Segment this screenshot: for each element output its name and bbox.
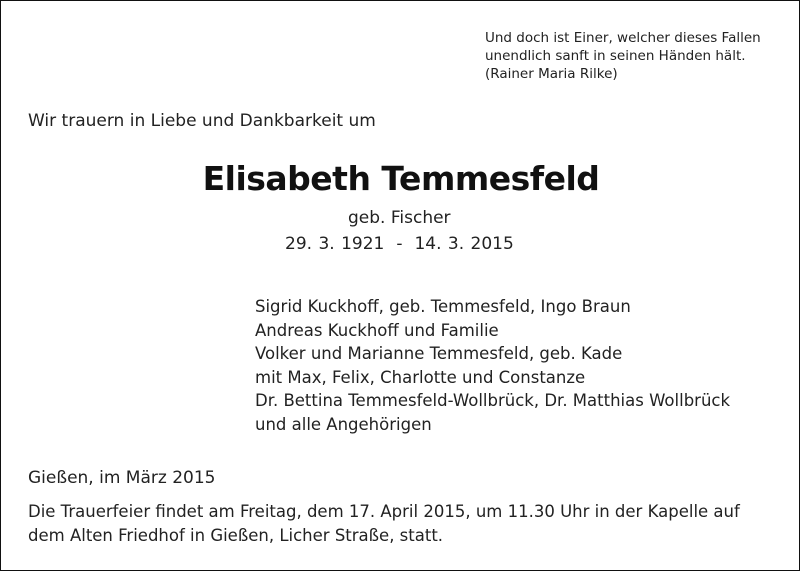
quote-line: Und doch ist Einer, welcher dieses Fallen xyxy=(485,30,761,46)
mourner-line: Volker und Marianne Temmesfeld, geb. Kade xyxy=(255,344,623,363)
quote-attribution: (Rainer Maria Rilke) xyxy=(485,66,618,82)
mourner-line: Sigrid Kuckhoff, geb. Temmesfeld, Ingo Braun xyxy=(255,297,631,316)
mourner-line: und alle Angehörigen xyxy=(255,414,432,434)
service-line: dem Alten Friedhof in Gießen, Licher Straße, statt. xyxy=(28,526,444,545)
service-line: Die Trauerfeier findet am Freitag, dem 17. April 2015, um 11.30 Uhr in der Kapelle auf xyxy=(28,502,740,521)
mourners-list xyxy=(255,295,785,436)
intro-text: Wir trauern in Liebe und Dankbarkeit um xyxy=(28,111,376,131)
mourner-line: Dr. Bettina Temmesfeld-Wollbrück, Dr. Matthias Wollbrück xyxy=(255,391,731,410)
rilke-quote xyxy=(485,29,785,83)
maiden-name: geb. Fischer xyxy=(348,208,451,228)
mourner-line: Andreas Kuckhoff und Familie xyxy=(255,320,499,340)
funeral-service-notice xyxy=(28,500,788,548)
place-and-date: Gießen, im März 2015 xyxy=(28,468,216,488)
deceased-name: Elisabeth Temmesfeld xyxy=(202,159,600,198)
birth-date: 29. 3. 1921 xyxy=(285,234,385,254)
quote-line: unendlich sanft in seinen Händen hält. xyxy=(485,48,746,64)
death-date: 14. 3. 2015 xyxy=(414,234,514,254)
date-separator: - xyxy=(396,234,403,254)
life-dates xyxy=(285,234,514,254)
mourner-line: mit Max, Felix, Charlotte und Constanze xyxy=(255,367,586,387)
